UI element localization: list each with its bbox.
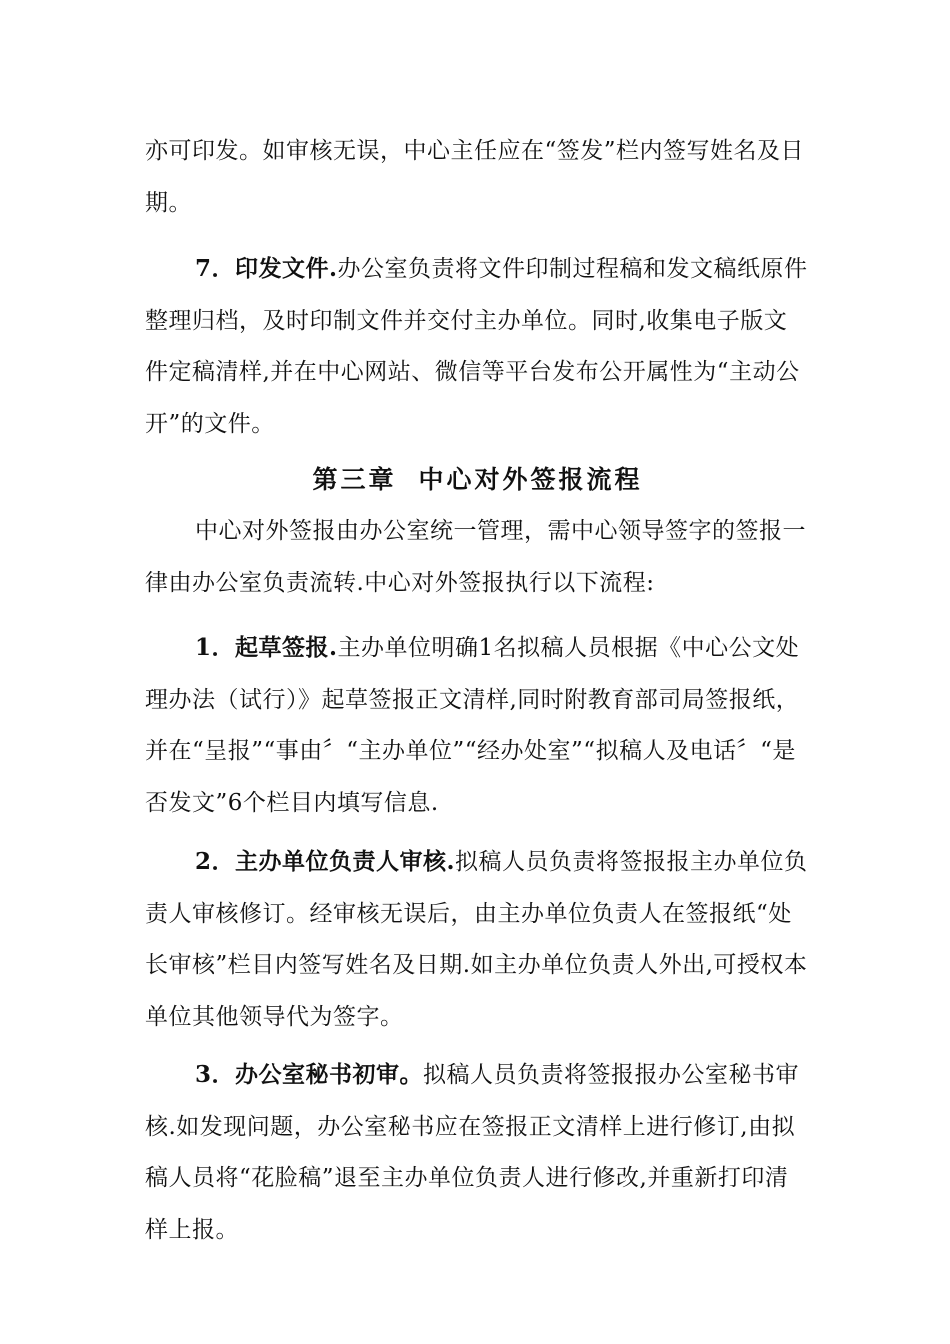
paragraph-step-1 <box>145 622 810 829</box>
chapter-title: 中心对外签报流程 <box>418 465 643 494</box>
chapter-heading <box>145 458 810 502</box>
step-3-text: 拟稿人员负责将签报报办公室秘书审核.如发现问题，办公室秘书应在签报正文清样上进行修订,由拟稿人员将“花脸稿”退至主办单位负责人进行修改,并重新打印清样上报。 <box>145 1062 800 1243</box>
paragraph-step-3 <box>145 1049 810 1256</box>
step-2-heading: 2．主办单位负责人审核. <box>195 848 456 875</box>
paragraph-step-7 <box>145 243 810 450</box>
paragraph-continuation <box>145 126 810 229</box>
step-2-text: 拟稿人员负责将签报报主办单位负责人审核修订。经审核无误后，由主办单位负责人在签报纸“处长审核”栏目内签写姓名及日期.如主办单位负责人外出,可授权本单位其他领导代为签字。 <box>145 849 808 1030</box>
step-1-heading: 1．起草签报. <box>195 634 338 661</box>
paragraph-step-2 <box>145 836 810 1043</box>
paragraph-text: 亦可印发。如审核无误，中心主任应在“签发”栏内签写姓名及日期。 <box>145 138 805 216</box>
chapter-intro <box>145 506 810 609</box>
intro-text: 中心对外签报由办公室统一管理，需中心领导签字的签报一律由办公室负责流转.中心对外签报执行以下流程: <box>145 518 806 596</box>
step-7-heading: 7．印发文件. <box>195 255 338 282</box>
chapter-number: 第三章 <box>312 465 397 494</box>
step-7-text: 办公室负责将文件印制过程稿和发文稿纸原件整理归档，及时印制文件并交付主办单位。同时,收集电子版文件定稿清样,并在中心网站、微信等平台发布公开属性为“主动公开”的文件。 <box>145 256 808 437</box>
step-3-heading: 3．办公室秘书初审。 <box>195 1061 424 1088</box>
step-1-text: 主办单位明确1名拟稿人员根据《中心公文处理办法（试行）》起草签报正文清样,同时附教育部司局签报纸，并在“呈报”“事由〞“主办单位”“经办处室”“拟稿人及电话〞“是否发文”6个栏目内填写信息. <box>145 635 800 816</box>
